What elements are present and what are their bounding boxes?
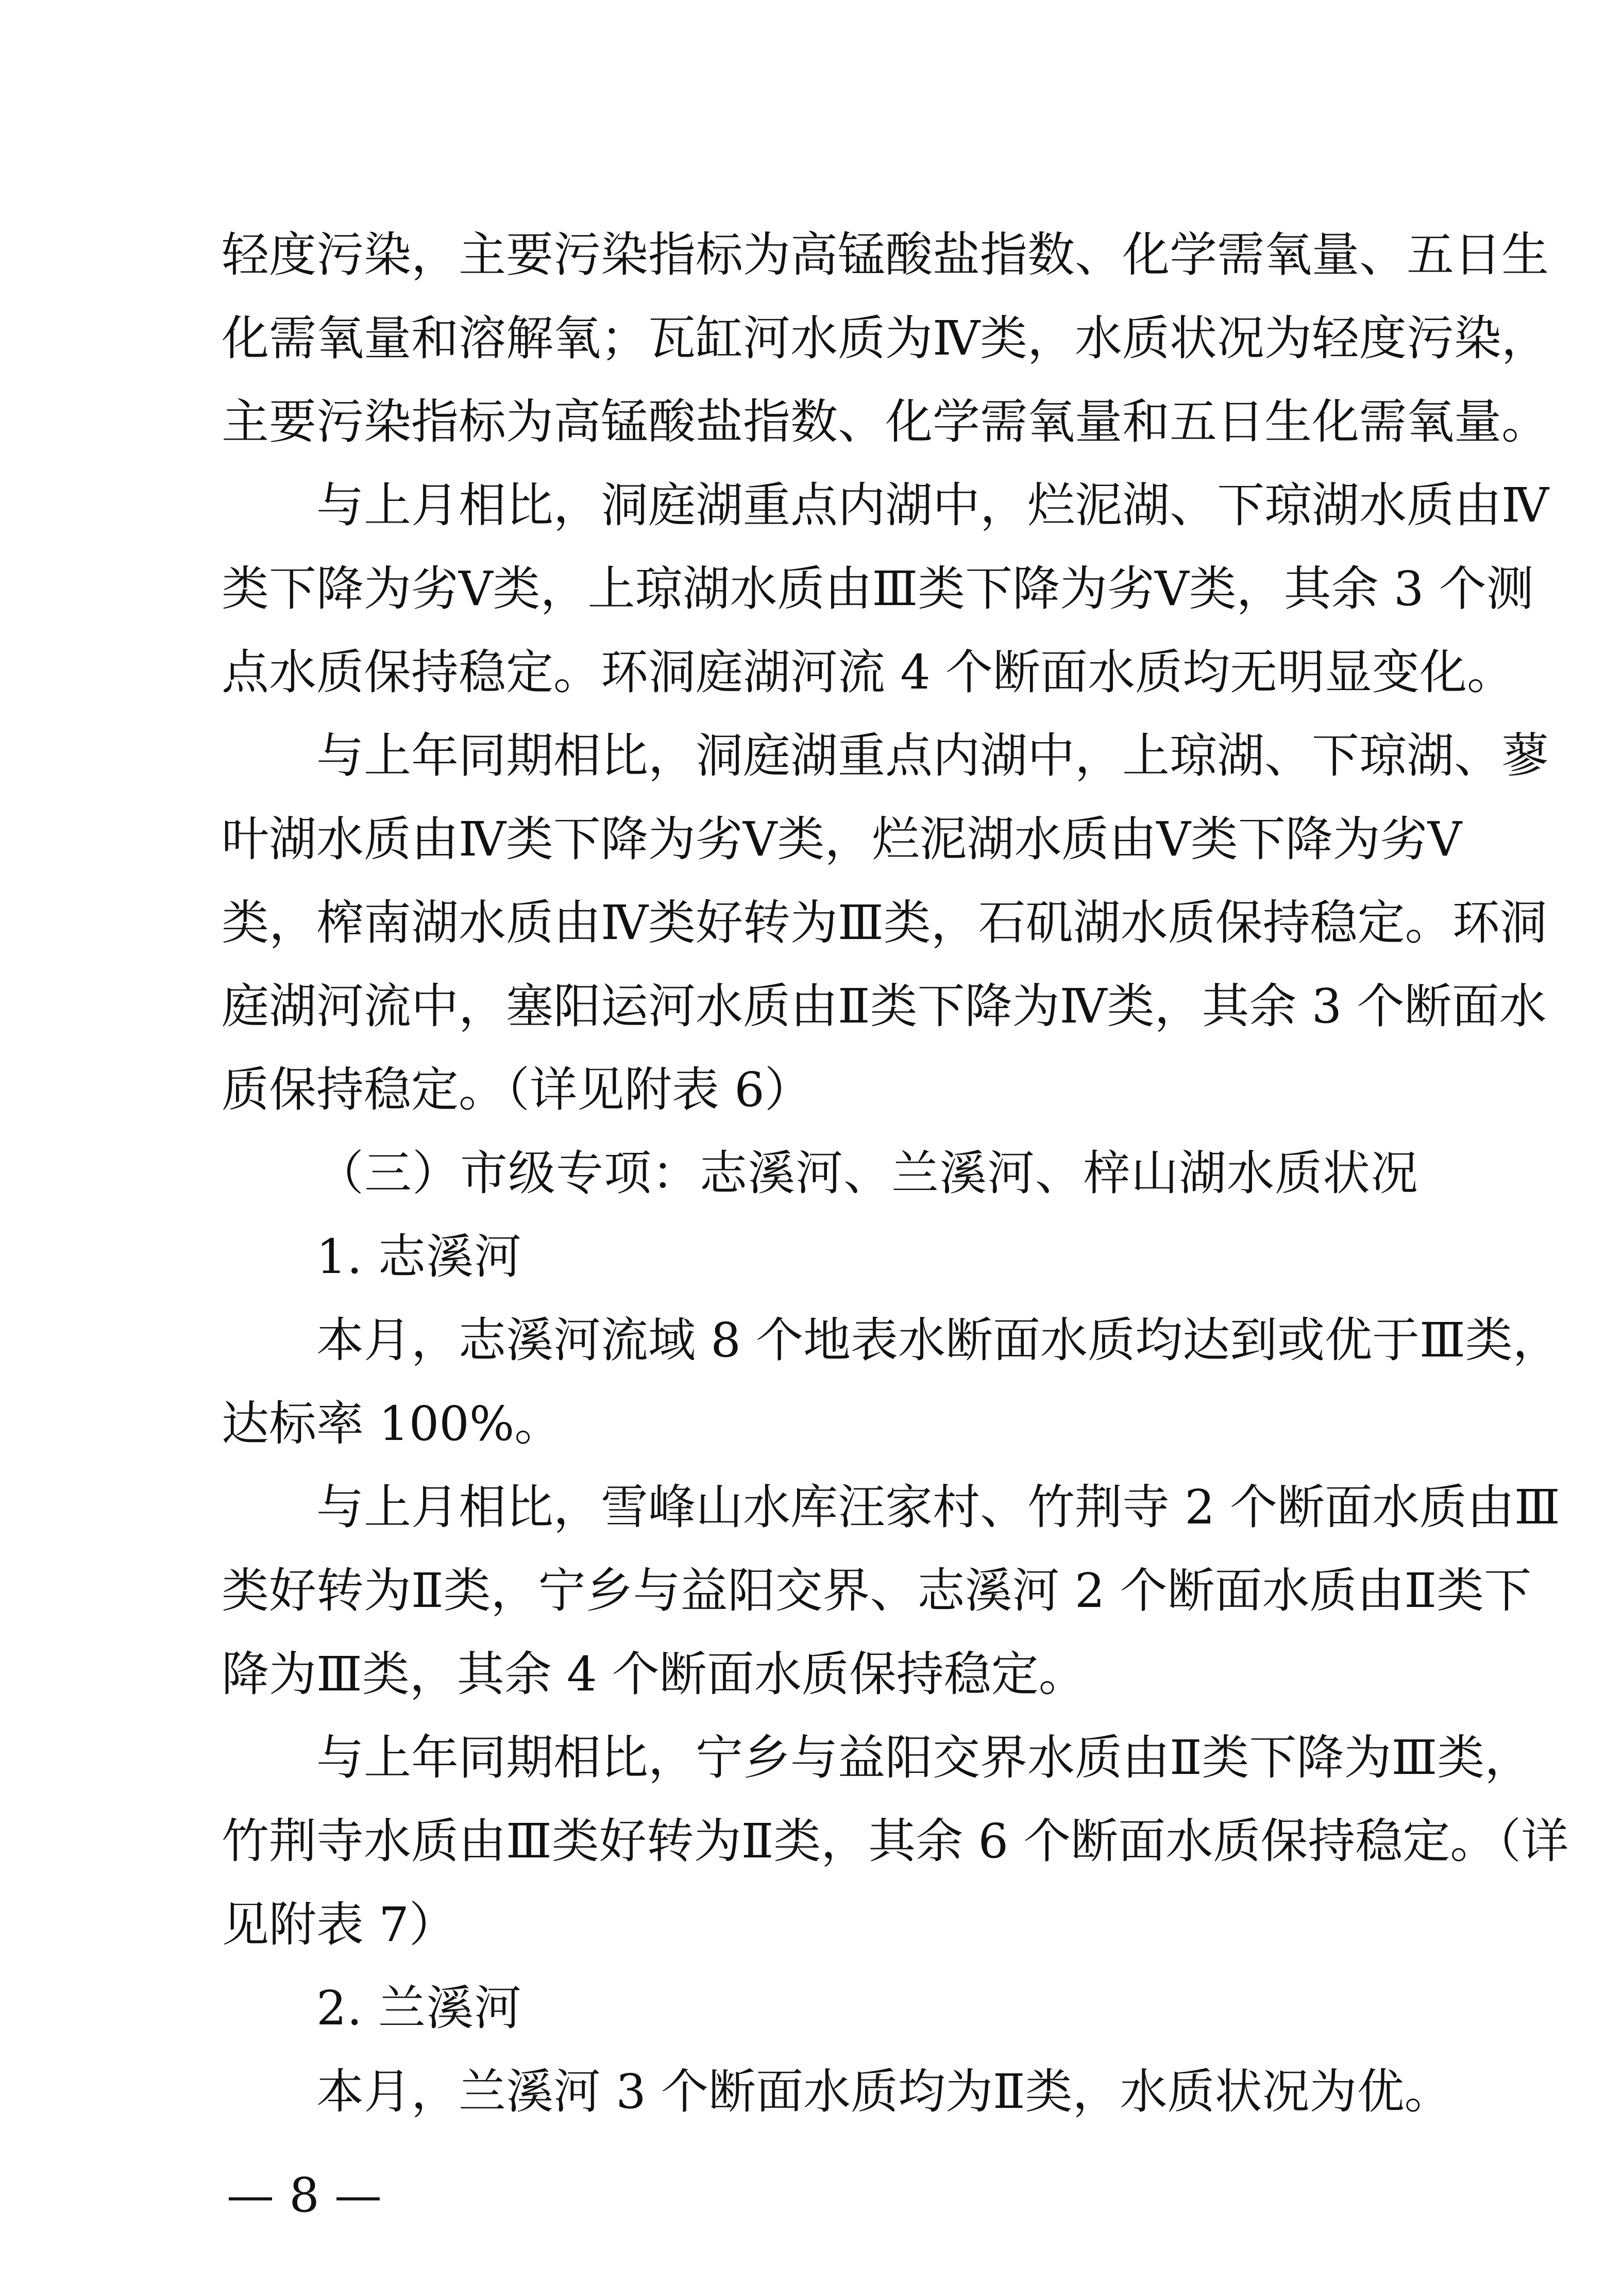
paragraph-line: 质保持稳定。（详见附表 6） <box>222 1062 812 1117</box>
paragraph-line: 轻度污染，主要污染指标为高锰酸盐指数、化学需氧量、五日生 <box>222 227 1549 282</box>
paragraph-line: 降为Ⅲ类，其余 4 个断面水质保持稳定。 <box>222 1647 1086 1702</box>
paragraph-line: 类下降为劣Ⅴ类，上琼湖水质由Ⅲ类下降为劣Ⅴ类，其余 3 个测 <box>222 561 1534 616</box>
paragraph-line: 达标率 100%。 <box>222 1396 562 1451</box>
paragraph-line: 叶湖水质由Ⅳ类下降为劣Ⅴ类，烂泥湖水质由Ⅴ类下降为劣Ⅴ <box>222 812 1462 867</box>
paragraph-line: 本月，兰溪河 3 个断面水质均为Ⅱ类，水质状况为优。 <box>316 2064 1452 2119</box>
subsection-heading: 2. 兰溪河 <box>316 1981 522 2036</box>
paragraph-line: 庭湖河流中，塞阳运河水质由Ⅱ类下降为Ⅳ类，其余 3 个断面水 <box>222 979 1547 1034</box>
section-heading: （三）市级专项：志溪河、兰溪河、梓山湖水质状况 <box>316 1146 1419 1201</box>
paragraph-line: 与上月相比，雪峰山水库汪家村、竹荆寺 2 个断面水质由Ⅲ <box>316 1480 1560 1535</box>
subsection-heading: 1. 志溪河 <box>316 1229 522 1284</box>
paragraph-line: 本月，志溪河流域 8 个地表水断面水质均达到或优于Ⅲ类， <box>316 1313 1560 1368</box>
paragraph-line: 竹荆寺水质由Ⅲ类好转为Ⅱ类，其余 6 个断面水质保持稳定。（详 <box>222 1814 1569 1869</box>
paragraph-line: 见附表 7） <box>222 1897 457 1952</box>
paragraph-line: 与上年同期相比，宁乡与益阳交界水质由Ⅱ类下降为Ⅲ类， <box>316 1730 1532 1785</box>
page-number: — 8 — <box>227 2168 382 2223</box>
paragraph-line: 主要污染指标为高锰酸盐指数、化学需氧量和五日生化需氧量。 <box>222 394 1549 449</box>
paragraph-line: 类好转为Ⅱ类，宁乡与益阳交界、志溪河 2 个断面水质由Ⅱ类下 <box>222 1563 1532 1618</box>
paragraph-line: 化需氧量和溶解氧；瓦缸河水质为Ⅳ类，水质状况为轻度污染， <box>222 311 1549 366</box>
paragraph-line: 与上年同期相比，洞庭湖重点内湖中，上琼湖、下琼湖、蓼 <box>316 728 1549 783</box>
paragraph-line: 与上月相比，洞庭湖重点内湖中，烂泥湖、下琼湖水质由Ⅳ <box>316 478 1549 533</box>
paragraph-line: 点水质保持稳定。环洞庭湖河流 4 个断面水质均无明显变化。 <box>222 645 1515 700</box>
paragraph-line: 类，榨南湖水质由Ⅳ类好转为Ⅲ类，石矶湖水质保持稳定。环洞 <box>222 895 1547 950</box>
